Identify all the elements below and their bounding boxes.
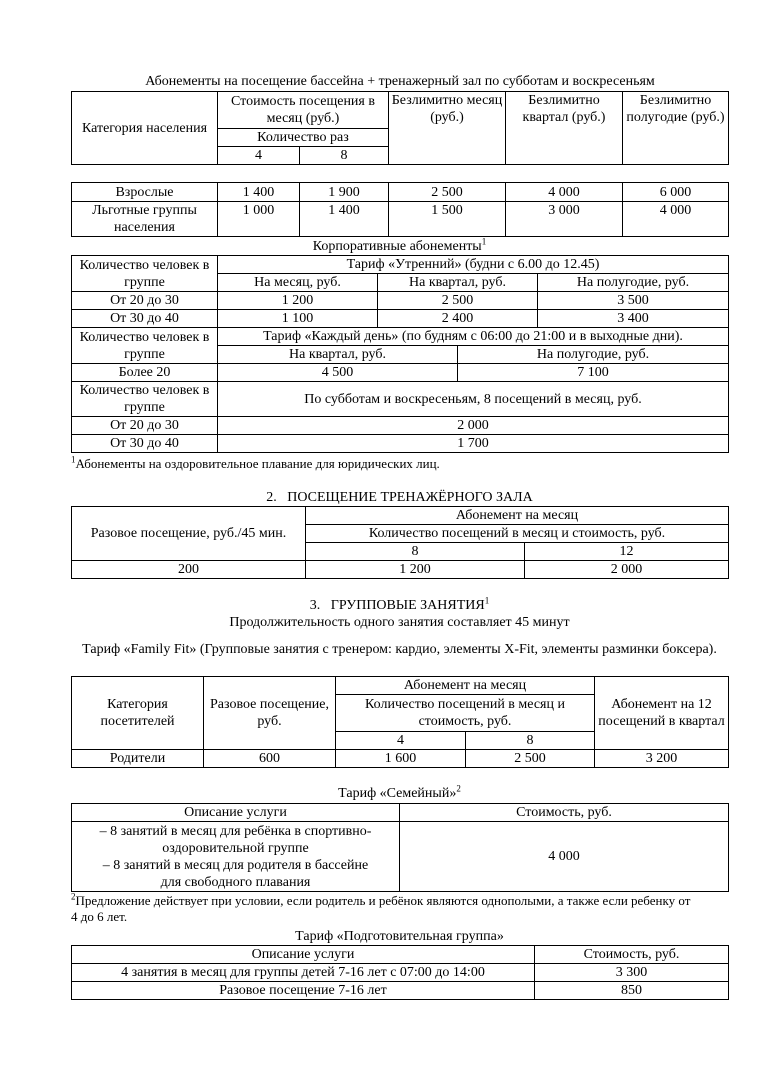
table-row-label: Более 20 bbox=[72, 364, 218, 382]
service-line-parent: – 8 занятий в месяц для родителя в бассейне для свободного плавания bbox=[102, 857, 369, 890]
table-cell: 200 bbox=[72, 561, 306, 579]
table-cell: 2 400 bbox=[378, 310, 538, 328]
everyday-tariff: Тариф «Каждый день» (по будням с 06:00 до 21:00 и в выходные дни). bbox=[218, 328, 729, 346]
header-category: Категория посетителей bbox=[72, 677, 204, 750]
table-row-label: Льготные группы населения bbox=[72, 202, 218, 237]
header-cost: Стоимость, руб. bbox=[400, 804, 729, 822]
qty-label: Количество человек в группе bbox=[72, 382, 218, 417]
corporate-title: Корпоративные абонементы$^1$ bbox=[312, 236, 487, 254]
morning-tariff: Тариф «Утренний» (будни с 6.00 до 12.45) bbox=[218, 256, 729, 274]
table-row-label: От 20 до 30 bbox=[72, 417, 218, 435]
table-cell: 3 000 bbox=[506, 202, 623, 237]
table-cell: 4 000 bbox=[506, 183, 623, 202]
family-tariff-title: Тариф «Семейный»$^2$ bbox=[338, 783, 461, 801]
header-12-visits: Абонемент на 12 посещений в квартал bbox=[595, 677, 729, 750]
table-cell: 4 000 bbox=[623, 202, 729, 237]
family-tariff-table bbox=[71, 803, 728, 892]
family-footnote: $^2$Предложение действует при условии, если родитель и ребёнок являются однополыми, а также если ребенку от 4 до 6 лет. bbox=[71, 891, 691, 924]
pool-gym-table-body bbox=[71, 182, 728, 237]
header-quarter: На квартал, руб. bbox=[378, 274, 538, 292]
corporate-footnote: $^1$Абонементы на оздоровительное плавание для юридических лиц. bbox=[71, 454, 440, 471]
table-cell: 2 500 bbox=[466, 750, 595, 768]
table-cell: 6 000 bbox=[623, 183, 729, 202]
table-row-label: От 30 до 40 bbox=[72, 310, 218, 328]
table-cell: 1 900 bbox=[300, 183, 389, 202]
family-fit-table bbox=[71, 676, 728, 768]
table-cell: 850 bbox=[535, 982, 729, 1000]
header-cost-per-month: Стоимость посещения в месяц (руб.) bbox=[218, 92, 389, 129]
header-half-year: На полугодие, руб. bbox=[538, 274, 729, 292]
table-cell: 3 300 bbox=[535, 964, 729, 982]
header-monthly-subscription: Абонемент на месяц bbox=[336, 677, 595, 695]
visit-count-header: Количество посещений в месяц и стоимость, руб. bbox=[306, 525, 729, 543]
single-visit-header: Разовое посещение, руб./45 мин. bbox=[72, 507, 306, 561]
table-cell: 7 100 bbox=[458, 364, 729, 382]
header-half-year: На полугодие, руб. bbox=[458, 346, 729, 364]
family-fit-description: Тариф «Family Fit» (Групповые занятия с тренером: кардио, элементы X-Fit, элементы разминки боксера). bbox=[82, 642, 717, 657]
group-classes-heading: 3. ГРУППОВЫЕ ЗАНЯТИЯ$^1$ bbox=[309, 595, 490, 613]
pool-gym-title: Абонементы на посещение бассейна + тренажерный зал по субботам и воскресеньям bbox=[145, 74, 655, 89]
table-cell: 4 500 bbox=[218, 364, 458, 382]
table-cell: 2 000 bbox=[218, 417, 729, 435]
gym-table bbox=[71, 506, 728, 579]
header-quarter: На квартал, руб. bbox=[218, 346, 458, 364]
table-row-label: Родители bbox=[72, 750, 204, 768]
header-8: 8 bbox=[466, 732, 595, 750]
duration-note: Продолжительность одного занятия составляет 45 минут bbox=[229, 615, 570, 630]
service-line-child: – 8 занятий в месяц для ребёнка в спортивно-оздоровительной группе bbox=[99, 823, 372, 856]
header-unlimited-half-year: Безлимитно полугодие (руб.) bbox=[623, 92, 729, 165]
table-row-label: Взрослые bbox=[72, 183, 218, 202]
header-cost: Стоимость, руб. bbox=[535, 946, 729, 964]
table-row-label: Разовое посещение 7-16 лет bbox=[72, 982, 535, 1000]
table-cell: 4 000 bbox=[400, 822, 729, 892]
table-cell: 1 100 bbox=[218, 310, 378, 328]
header-unlimited-quarter: Безлимитно квартал (руб.) bbox=[506, 92, 623, 165]
pool-gym-table bbox=[71, 91, 728, 165]
table-cell: 1 400 bbox=[218, 183, 300, 202]
table-cell: 1 200 bbox=[218, 292, 378, 310]
service-description bbox=[72, 822, 400, 892]
prep-group-table bbox=[71, 945, 728, 1000]
corporate-table bbox=[71, 255, 728, 453]
table-cell: 1 600 bbox=[336, 750, 466, 768]
table-cell: 3 400 bbox=[538, 310, 729, 328]
header-description: Описание услуги bbox=[72, 804, 400, 822]
table-cell: 2 000 bbox=[525, 561, 729, 579]
prep-group-title: Тариф «Подготовительная группа» bbox=[295, 929, 504, 944]
header-month: На месяц, руб. bbox=[218, 274, 378, 292]
weekend-tariff: По субботам и воскресеньям, 8 посещений в месяц, руб. bbox=[218, 382, 729, 417]
header-visit-count: Количество посещений в месяц и стоимость, руб. bbox=[336, 695, 595, 732]
table-cell: 2 500 bbox=[378, 292, 538, 310]
table-cell: 1 200 bbox=[306, 561, 525, 579]
header-description: Описание услуги bbox=[72, 946, 535, 964]
table-cell: 3 200 bbox=[595, 750, 729, 768]
table-cell: 1 400 bbox=[300, 202, 389, 237]
table-cell: 1 000 bbox=[218, 202, 300, 237]
table-cell: 600 bbox=[204, 750, 336, 768]
table-row-label: От 20 до 30 bbox=[72, 292, 218, 310]
header-4: 4 bbox=[336, 732, 466, 750]
qty-label: Количество человек в группе bbox=[72, 256, 218, 292]
table-row-label: 4 занятия в месяц для группы детей 7-16 лет с 07:00 до 14:00 bbox=[72, 964, 535, 982]
qty-label: Количество человек в группе bbox=[72, 328, 218, 364]
header-8: 8 bbox=[300, 147, 389, 165]
table-cell: 3 500 bbox=[538, 292, 729, 310]
header-12: 12 bbox=[525, 543, 729, 561]
table-cell: 1 700 bbox=[218, 435, 729, 453]
gym-heading: 2. ПОСЕЩЕНИЕ ТРЕНАЖЁРНОГО ЗАЛА bbox=[266, 490, 533, 505]
header-unlimited-month: Безлимитно месяц (руб.) bbox=[389, 92, 506, 165]
header-category: Категория населения bbox=[72, 92, 218, 165]
monthly-subscription-header: Абонемент на месяц bbox=[306, 507, 729, 525]
table-cell: 2 500 bbox=[389, 183, 506, 202]
header-8: 8 bbox=[306, 543, 525, 561]
header-times: Количество раз bbox=[218, 129, 389, 147]
table-row-label: От 30 до 40 bbox=[72, 435, 218, 453]
table-cell: 1 500 bbox=[389, 202, 506, 237]
header-single-visit: Разовое посещение, руб. bbox=[204, 677, 336, 750]
header-4: 4 bbox=[218, 147, 300, 165]
